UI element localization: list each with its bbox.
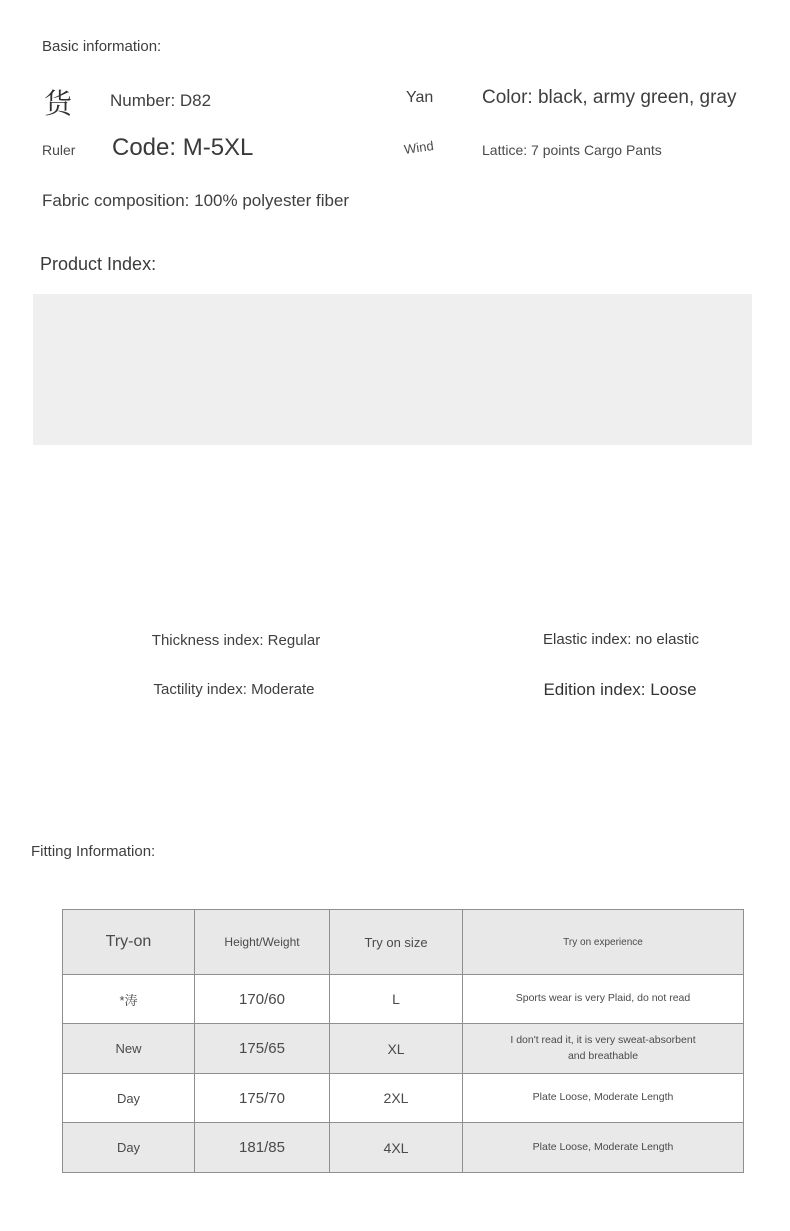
product-index-panel [33, 294, 752, 699]
elastic-index-value: Elastic index: no elastic [543, 631, 699, 648]
style-value: Lattice: 7 points Cargo Pants [482, 142, 662, 158]
column-header-try-on: Try-on [63, 910, 195, 975]
basic-information-heading: Basic information: [42, 38, 162, 55]
column-header-experience: Try on experience [463, 910, 744, 975]
yan-label: Yan [406, 89, 434, 106]
tester-name: New [63, 1024, 195, 1074]
wind-label: Wind [403, 138, 435, 157]
fabric-composition-value: Fabric composition: 100% polyester fiber [42, 191, 350, 210]
height-weight: 175/70 [195, 1074, 330, 1123]
fitting-information-heading: Fitting Information: [31, 843, 156, 860]
column-header-try-on-size: Try on size [330, 910, 463, 975]
try-on-size: 2XL [330, 1074, 463, 1123]
tactility-index-value: Tactility index: Moderate [153, 681, 315, 698]
table-row [63, 1024, 744, 1074]
try-on-experience [463, 1123, 744, 1173]
tester-name: Day [63, 1123, 195, 1173]
try-on-size: L [330, 975, 463, 1024]
color-value: Color: black, army green, gray [482, 87, 737, 108]
table-row [63, 1123, 744, 1173]
ruler-label: Ruler [42, 142, 76, 158]
column-header-height-weight: Height/Weight [195, 910, 330, 975]
tester-name: Day [63, 1074, 195, 1123]
size-code-value: Code: M-5XL [112, 134, 254, 161]
height-weight: 181/85 [195, 1123, 330, 1173]
product-index-heading: Product Index: [40, 254, 157, 274]
thickness-index-value: Thickness index: Regular [151, 632, 321, 649]
try-on-size: XL [330, 1024, 463, 1074]
experience-text: Plate Loose, Moderate Length [532, 1091, 674, 1104]
item-number-value: Number: D82 [110, 91, 212, 110]
try-on-experience [463, 1074, 744, 1123]
experience-text: Sports wear is very Plaid, do not read [515, 992, 691, 1005]
fitting-table-header-row [63, 910, 744, 975]
try-on-experience [463, 975, 744, 1024]
try-on-size: 4XL [330, 1123, 463, 1173]
experience-text: I don't read it, it is very sweat-absorbent and breathable [510, 1033, 696, 1062]
edition-index-value: Edition index: Loose [543, 680, 697, 699]
height-weight: 170/60 [195, 975, 330, 1024]
goods-cn-label: 货 [44, 88, 73, 119]
try-on-experience [463, 1024, 744, 1074]
height-weight: 175/65 [195, 1024, 330, 1074]
table-row [63, 975, 744, 1024]
fitting-table [62, 909, 744, 1173]
tester-name: *涛 [63, 975, 195, 1024]
table-row [63, 1074, 744, 1123]
experience-text: Plate Loose, Moderate Length [532, 1140, 674, 1153]
